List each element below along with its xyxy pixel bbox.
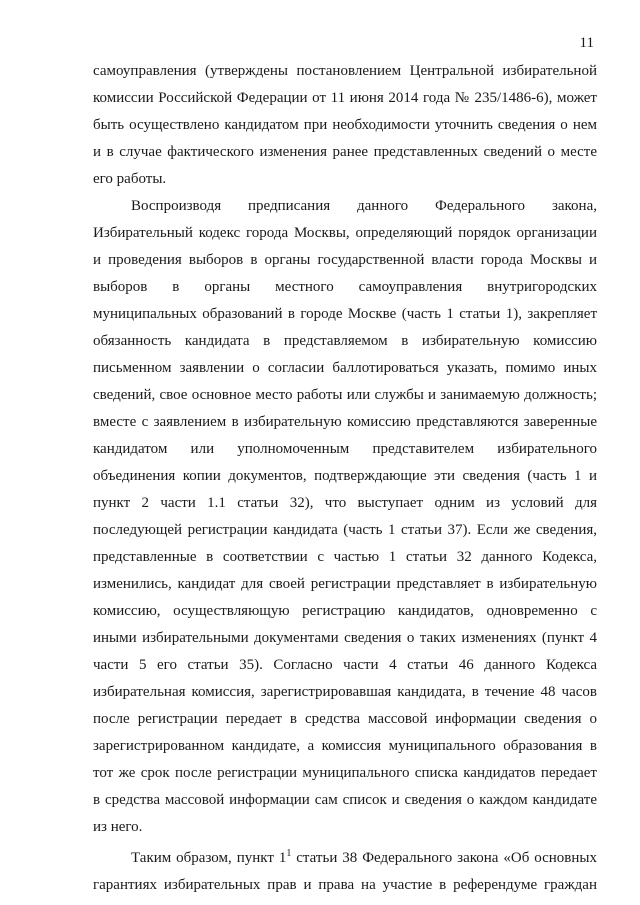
text-line: объединения копии документов, подтверждающие эти сведения (часть 1 и <box>93 468 597 484</box>
text-line: избирательная комиссия, зарегистрировавшая кандидата, в течение 48 часов <box>93 684 597 700</box>
text-line: из него. <box>93 819 143 835</box>
text-line: муниципальных образований в городе Москве (часть 1 статьи 1), закрепляет <box>93 306 597 322</box>
text-line: быть осуществлено кандидатом при необходимости уточнить сведения о нем <box>93 117 597 133</box>
text-line: гарантиях избирательных прав и права на участие в референдуме граждан <box>93 877 597 893</box>
text-span: Таким образом, пункт 1 <box>131 850 287 866</box>
text-line: представленные в соответствии с частью 1 статьи 32 данного Кодекса, <box>93 549 597 565</box>
text-line: комиссию, осуществляющую регистрацию кандидатов, одновременно с <box>93 603 597 619</box>
text-line: части 5 его статьи 35). Согласно части 4 статьи 46 данного Кодекса <box>93 657 597 673</box>
text-line: вместе с заявлением в избирательную комиссию представляются заверенные <box>93 414 597 430</box>
page-number: 11 <box>579 35 594 51</box>
text-line: и в случае фактического изменения ранее представленных сведений о месте <box>93 144 597 160</box>
text-span: статьи 38 Федерального закона «Об основных <box>291 850 597 866</box>
text-line: обязанность кандидата в представляемом в избирательную комиссию <box>93 333 597 349</box>
text-line <box>131 849 597 867</box>
text-line: пункт 2 части 1.1 статьи 32), что выступает одним из условий для <box>93 495 597 511</box>
text-line: изменились, кандидат для своей регистрации представляет в избирательную <box>93 576 597 592</box>
text-line: кандидатом или уполномоченным представителем избирательного <box>93 441 597 457</box>
text-line: выборов в органы местного самоуправления внутригородских <box>93 279 597 295</box>
text-line: его работы. <box>93 171 167 187</box>
text-line: в средства массовой информации сам список и сведения о каждом кандидате <box>93 792 597 808</box>
text-line: сведений, свое основное место работы или службы и занимаемую должность; <box>93 387 597 403</box>
text-line: письменном заявлении о согласии баллотироваться указать, помимо иных <box>93 360 597 376</box>
text-line: тот же срок после регистрации муниципального списка кандидатов передает <box>93 765 597 781</box>
superscript: 1 <box>286 848 292 859</box>
text-line: самоуправления (утверждены постановлением Центральной избирательной <box>93 63 597 79</box>
text-line: комиссии Российской Федерации от 11 июня 2014 года № 235/1486-6), может <box>93 90 597 106</box>
text-line: и проведения выборов в органы государственной власти города Москвы и <box>93 252 597 268</box>
text-line: Воспроизводя предписания данного Федерального закона, <box>131 198 597 214</box>
text-line: после регистрации передает в средства массовой информации сведения о <box>93 711 597 727</box>
text-line: зарегистрированном кандидате, а комиссия муниципального образования в <box>93 738 597 754</box>
text-line: иными избирательными документами сведения о таких изменениях (пункт 4 <box>93 630 597 646</box>
text-line: Избирательный кодекс города Москвы, определяющий порядок организации <box>93 225 597 241</box>
text-line: последующей регистрации кандидата (часть 1 статьи 37). Если же сведения, <box>93 522 597 538</box>
